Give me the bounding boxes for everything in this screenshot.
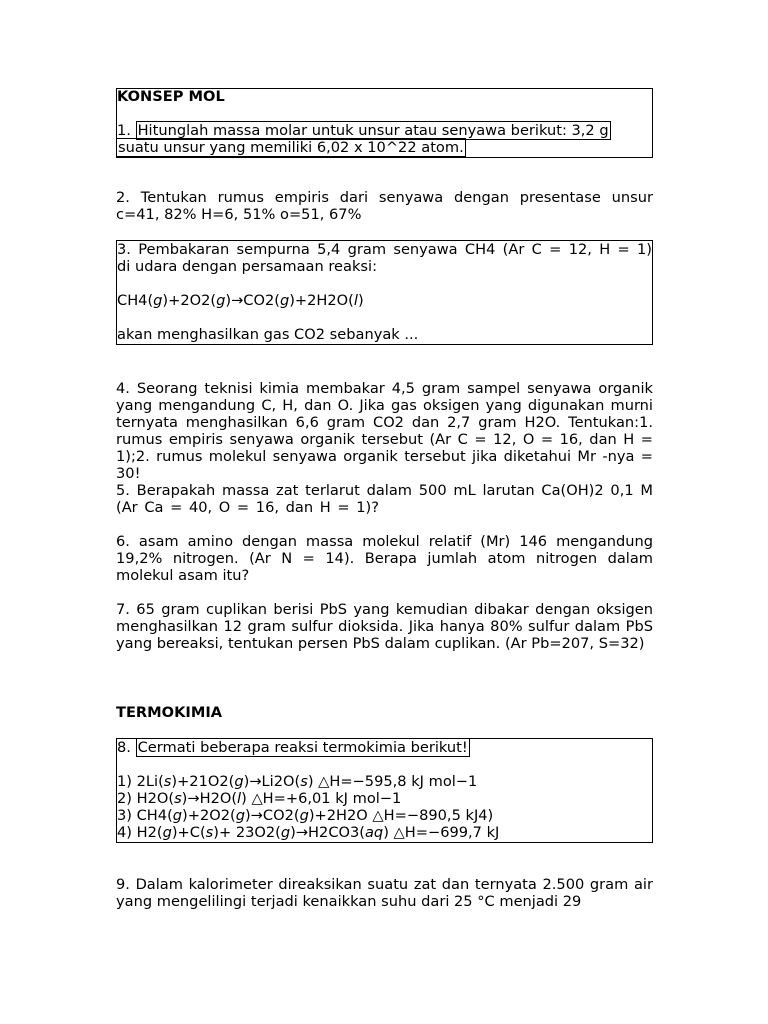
question-8-highlight: Cermati beberapa reaksi termokimia berikut! <box>137 739 468 756</box>
question-3-line-3: akan menghasilkan gas CO2 sebanyak ... <box>117 326 419 343</box>
question-7-text: 7. 65 gram cuplikan berisi PbS yang kemudian dibakar dengan oksigen menghasilkan 12 gram sulfur dioksida. Jika hanya 80% sulfur dalam PbS yang bereaksi, tentukan persen PbS dalam cuplikan. (Ar Pb=207, S=32) <box>116 601 653 652</box>
question-2 <box>116 189 653 223</box>
question-3-equation: CH4(g)+2O2(g)→CO2(g)+2H2O(l) <box>117 292 364 309</box>
termokimia-heading-block <box>116 704 653 721</box>
question-3-line-1: 3. Pembakaran sempurna 5,4 gram senyawa CH4 (Ar C = 12, H = 1) <box>117 241 652 258</box>
section-title-termokimia: TERMOKIMIA <box>116 704 223 721</box>
reaction-1: 1) 2Li(s)+21O2(g)→Li2O(s) △H=−595,8 kJ mol−1 <box>117 773 478 790</box>
konsep-mol-box <box>116 88 653 158</box>
question-8-number: 8. <box>117 739 131 756</box>
section-title-konsep-mol: KONSEP MOL <box>117 88 225 105</box>
question-5 <box>116 482 653 516</box>
question-1 <box>117 122 652 139</box>
question-6 <box>116 533 653 584</box>
question-1-number: 1. <box>117 122 131 139</box>
reaction-2: 2) H2O(s)→H2O(l) △H=+6,01 kJ mol−1 <box>117 790 402 807</box>
reaction-4: 4) H2(g)+C(s)+ 23O2(g)→H2CO3(aq) △H=−699,7 kJ <box>117 824 500 841</box>
question-1-highlight: Hitunglah massa molar untuk unsur atau senyawa berikut: 3,2 g <box>137 122 609 139</box>
question-4-text: 4. Seorang teknisi kimia membakar 4,5 gram sampel senyawa organik yang mengandung C, H, dan O. Jika gas oksigen yang digunakan murni ternyata menghasilkan 6,6 gram CO2 dan 2,7 gram H2O. Tentukan:1. rumus empiris senyawa organik tersebut (Ar C = 12, O = 16, dan H = 1);2. rumus molekul senyawa organik tersebut jika diketahui Mr -nya = 30! <box>116 380 653 482</box>
question-5-text: 5. Berapakah massa zat terlarut dalam 500 mL larutan Ca(OH)2 0,1 M (Ar Ca = 40, O = 16, dan H = 1)? <box>116 482 653 516</box>
question-2-line-1: 2. Tentukan rumus empiris dari senyawa dengan presentase unsur <box>116 189 653 206</box>
question-3-box <box>116 240 653 345</box>
question-9-text: 9. Dalam kalorimeter direaksikan suatu zat dan ternyata 2.500 gram air yang mengelilingi terjadi kenaikkan suhu dari 25 °C menjadi 29 <box>116 876 653 910</box>
question-6-text: 6. asam amino dengan massa molekul relatif (Mr) 146 mengandung 19,2% nitrogen. (Ar N = 14). Berapa jumlah atom nitrogen dalam molekul asam itu? <box>116 533 653 584</box>
question-9 <box>116 876 653 910</box>
question-4 <box>116 380 653 482</box>
reaction-3: 3) CH4(g)+2O2(g)→CO2(g)+2H2O △H=−890,5 kJ4) <box>117 807 494 824</box>
question-7 <box>116 601 653 652</box>
question-2-line-2: c=41, 82% H=6, 51% o=51, 67% <box>116 206 362 223</box>
question-1-line-2: suatu unsur yang memiliki 6,02 x 10^22 atom. <box>118 139 464 156</box>
question-8-title <box>117 739 652 756</box>
question-8-box <box>116 738 653 843</box>
question-3-line-2: di udara dengan persamaan reaksi: <box>117 258 377 275</box>
